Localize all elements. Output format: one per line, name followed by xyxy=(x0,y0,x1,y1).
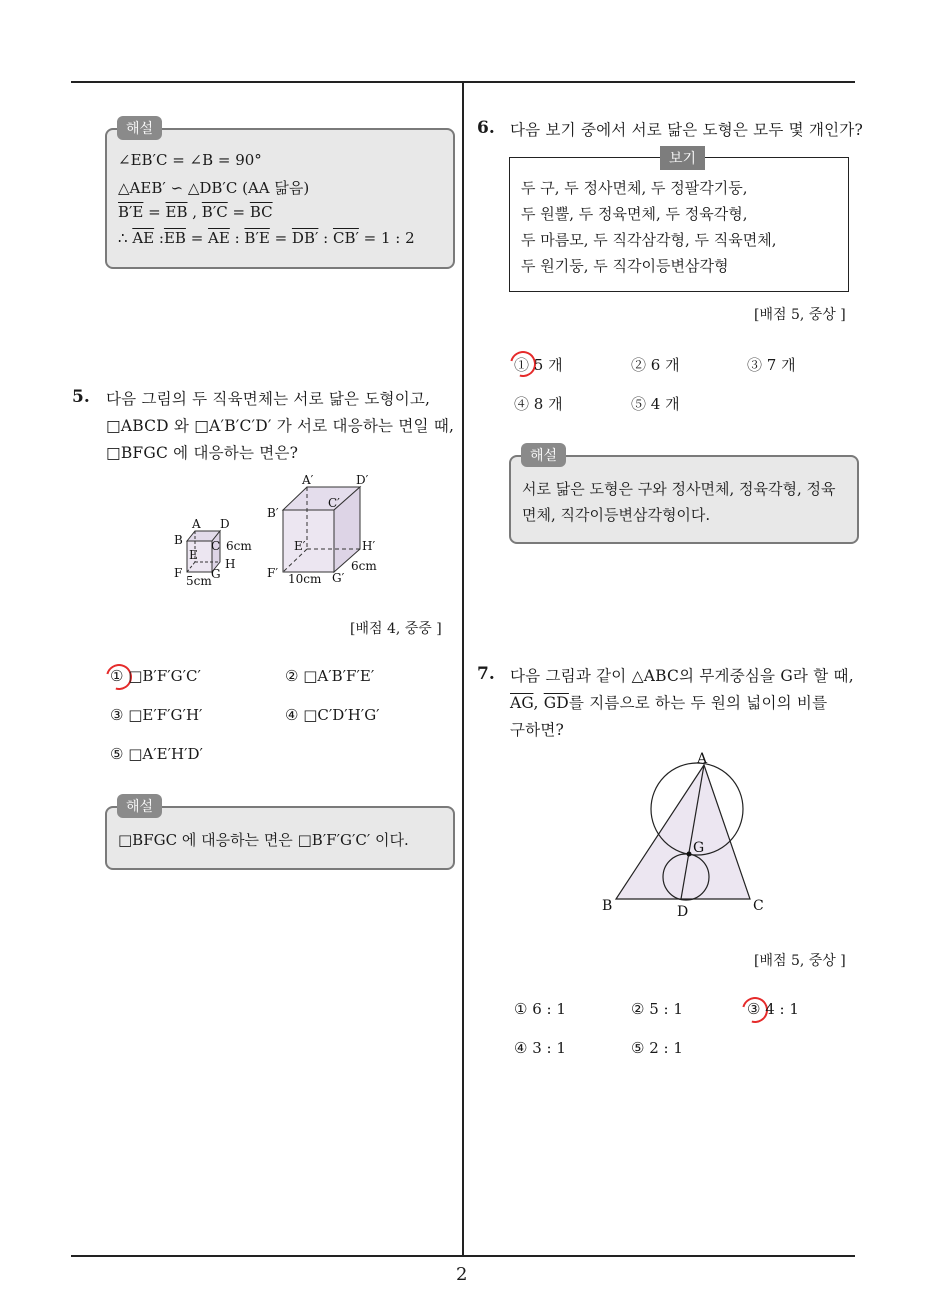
q6-number: 6. xyxy=(477,118,495,138)
expl-prev-line1: ∠EB′C = ∠B = 90° xyxy=(118,151,262,169)
q6-bogi-line2: 두 원뿔, 두 정육면체, 두 정육각형, xyxy=(521,205,748,223)
q6-bogi-line3: 두 마름모, 두 직각삼각형, 두 직육면체, xyxy=(521,231,777,249)
seg-b-c-prime: B′C xyxy=(201,203,228,221)
q7-score: [배점 5, 중상 ] xyxy=(754,953,846,969)
large-label-b: B′ xyxy=(267,506,279,520)
label-a: A xyxy=(697,751,708,767)
seg-b-e: B′E xyxy=(118,203,144,221)
small-width-label: 5cm xyxy=(186,574,212,588)
q6-option-4[interactable]: ④ 8 개 xyxy=(514,395,563,413)
seg-g-d: $\overline{GD}$ xyxy=(543,694,569,712)
q6-bogi-tag: 보기 xyxy=(660,146,705,170)
q5-option-1[interactable]: ① □B′F′G′C′ xyxy=(110,667,201,685)
q6-line1: 다음 보기 중에서 서로 닮은 도형은 모두 몇 개인가? xyxy=(510,121,863,139)
q5-option-3[interactable]: ③ □E′F′G′H′ xyxy=(110,706,203,724)
seg-e-b: $\overline{EB}$ xyxy=(165,203,188,221)
small-label-a: A xyxy=(192,517,201,531)
small-label-h: H xyxy=(225,557,236,571)
q7-line2: $\overline{AG}$, $\overline{GD}$를 지름으로 하는 두 원의 넓이의 비를 xyxy=(510,694,828,712)
small-label-f: F xyxy=(174,566,183,580)
q6-option-3[interactable]: ③ 7 개 xyxy=(747,356,796,374)
q5-option-4[interactable]: ④ □C′D′H′G′ xyxy=(285,706,380,724)
q5-line1: 다음 그림의 두 직육면체는 서로 닮은 도형이고, xyxy=(106,390,431,408)
q5-explanation-tag: 해설 xyxy=(117,794,162,818)
large-label-d: D′ xyxy=(356,473,369,487)
centroid-point xyxy=(687,852,692,857)
large-label-a: A′ xyxy=(302,473,314,487)
large-label-f: F′ xyxy=(267,566,279,580)
small-label-d: D xyxy=(220,517,230,531)
small-height-label: 6cm xyxy=(226,539,252,553)
label-g: G xyxy=(693,840,705,856)
q5-option-2[interactable]: ② □A′B′F′E′ xyxy=(285,667,375,685)
label-c: C xyxy=(753,898,764,914)
expl-prev-line2: △AEB′ ∽ △DB′C (AA 닮음) xyxy=(118,179,310,197)
q7-number: 7. xyxy=(477,664,495,684)
seg-b-c: $\overline{BC}$ xyxy=(249,203,273,221)
q7-option-3[interactable]: ③ 4 : 1 xyxy=(747,1000,799,1018)
q6-score: [배점 5, 중상 ] xyxy=(754,307,846,323)
q7-option-5[interactable]: ⑤ 2 : 1 xyxy=(631,1039,683,1057)
q7-triangle-figure xyxy=(595,750,775,920)
q7-option-4[interactable]: ④ 3 : 1 xyxy=(514,1039,566,1057)
q7-line1: 다음 그림과 같이 △ABC의 무게중심을 G라 할 때, xyxy=(510,667,854,685)
q5-cuboid-figure xyxy=(170,470,390,590)
expl-prev-line4: ∴ $\overline{AE}$ $:\overline{EB} = \overline{AE}$ : B′E = DB′ : CB′ = 1 : 2 xyxy=(118,229,415,247)
page-number: 2 xyxy=(456,1264,468,1285)
q6-explanation-line1: 서로 닮은 도형은 구와 정사면체, 정육각형, 정육 xyxy=(522,480,836,498)
q5-option-5[interactable]: ⑤ □A′E′H′D′ xyxy=(110,745,203,763)
label-b: B xyxy=(602,898,613,914)
q6-bogi-line1: 두 구, 두 정사면체, 두 정팔각기둥, xyxy=(521,179,748,197)
q7-line3: 구하면? xyxy=(510,721,565,739)
small-label-b: B xyxy=(174,533,183,547)
large-label-g: G′ xyxy=(332,571,345,585)
large-height-label: 6cm xyxy=(351,559,377,573)
q6-bogi-line4: 두 원기둥, 두 직각이등변삼각형 xyxy=(521,257,729,275)
q7-option-1[interactable]: ① 6 : 1 xyxy=(514,1000,566,1018)
large-label-e: E′ xyxy=(294,539,306,553)
q6-option-1[interactable]: ① 5 개 xyxy=(514,356,563,374)
triangle-abc xyxy=(616,765,750,899)
large-cuboid-front xyxy=(283,510,334,572)
explanation-tag-prev: 해설 xyxy=(117,116,162,140)
small-label-g: G xyxy=(211,567,221,581)
label-d: D xyxy=(677,904,689,920)
column-divider xyxy=(462,82,464,1256)
q5-line3: □BFGC 에 대응하는 면은? xyxy=(106,444,299,462)
seg-a-g: $\overline{AG}$ xyxy=(510,694,534,712)
expl-prev-line3: $B'E = \overline{EB}$ , $B'C = \overline{BC}$ xyxy=(118,203,273,221)
small-label-c: C xyxy=(211,539,221,553)
q6-option-2[interactable]: ② 6 개 xyxy=(631,356,680,374)
small-label-e: E xyxy=(189,548,198,562)
q7-option-2[interactable]: ② 5 : 1 xyxy=(631,1000,683,1018)
q6-explanation-box xyxy=(509,455,859,544)
large-label-c: C′ xyxy=(328,496,340,510)
q5-explanation-text: □BFGC 에 대응하는 면은 □B′F′G′C′ 이다. xyxy=(118,831,409,849)
q5-line2: □ABCD 와 □A′B′C′D′ 가 서로 대응하는 면일 때, xyxy=(106,417,455,435)
explanation-box-prev xyxy=(105,128,455,269)
q5-score: [배점 4, 중중 ] xyxy=(350,621,442,637)
q6-option-5[interactable]: ⑤ 4 개 xyxy=(631,395,680,413)
large-label-h: H′ xyxy=(362,539,376,553)
q6-explanation-line2: 면체, 직각이등변삼각형이다. xyxy=(522,506,711,524)
q6-explanation-tag: 해설 xyxy=(521,443,566,467)
large-width-label: 10cm xyxy=(288,572,322,586)
q5-number: 5. xyxy=(72,387,90,407)
